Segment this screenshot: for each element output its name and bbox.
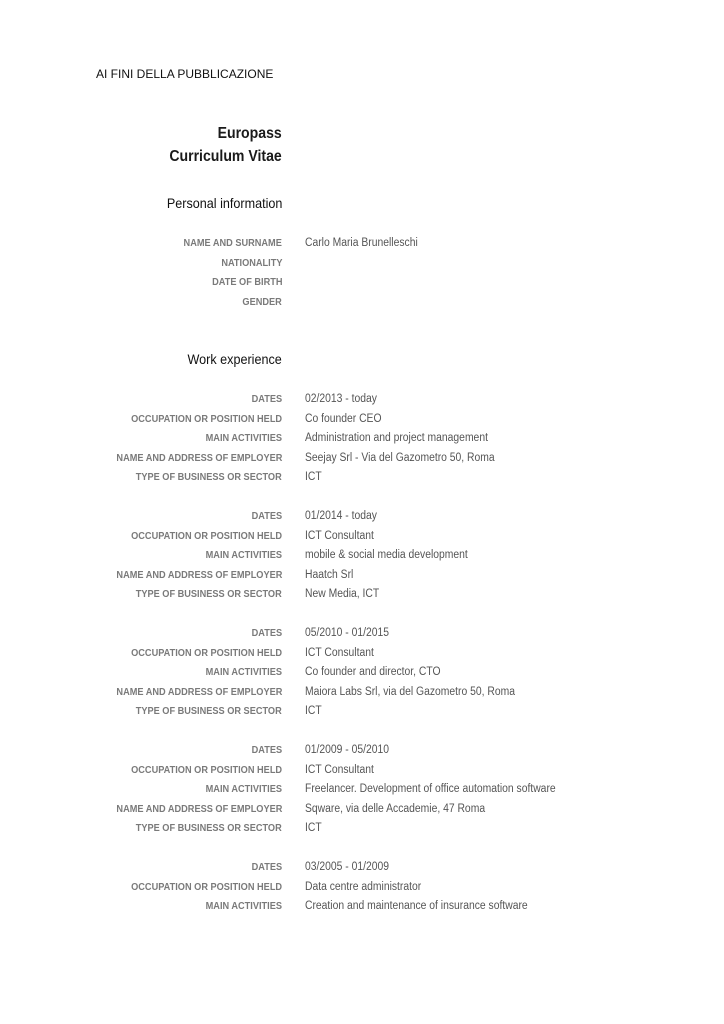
work-entry-row bbox=[0, 741, 724, 761]
personal-info-list bbox=[0, 234, 724, 312]
work-entry bbox=[0, 741, 724, 839]
field-value: Co founder CEO bbox=[305, 412, 382, 425]
field-label: GENDER bbox=[242, 296, 282, 308]
field-label: DATES bbox=[251, 862, 282, 873]
field-label: NAME AND ADDRESS OF EMPLOYER bbox=[116, 452, 282, 464]
field-value: Haatch Srl bbox=[305, 568, 354, 581]
field-label: OCCUPATION OR POSITION HELD bbox=[131, 764, 282, 776]
work-entry-row bbox=[0, 683, 724, 703]
field-value: 01/2009 - 05/2010 bbox=[305, 744, 390, 756]
field-value: Creation and maintenance of insurance software bbox=[305, 900, 528, 912]
field-value: ICT Consultant bbox=[305, 529, 374, 542]
info-row-gender bbox=[0, 293, 724, 313]
field-value: Carlo Maria Brunelleschi bbox=[305, 237, 418, 249]
field-value: ICT bbox=[305, 822, 322, 834]
work-entry-row bbox=[0, 780, 724, 800]
work-entry-row bbox=[0, 878, 724, 898]
title-line-europass: Europass bbox=[217, 125, 282, 142]
field-value: New Media, ICT bbox=[305, 588, 380, 600]
field-label: TYPE OF BUSINESS OR SECTOR bbox=[135, 472, 282, 483]
work-entry-row bbox=[0, 429, 724, 449]
field-label: DATES bbox=[251, 511, 282, 522]
field-value: Seejay Srl - Via del Gazometro 50, Roma bbox=[305, 451, 495, 464]
field-value: Maiora Labs Srl, via del Gazometro 50, Roma bbox=[305, 685, 515, 698]
work-entry-row bbox=[0, 390, 724, 410]
field-value: 05/2010 - 01/2015 bbox=[305, 627, 390, 639]
work-entry-row bbox=[0, 858, 724, 878]
field-value: Administration and project management bbox=[305, 432, 488, 444]
field-label: TYPE OF BUSINESS OR SECTOR bbox=[135, 589, 282, 600]
field-label: NAME AND ADDRESS OF EMPLOYER bbox=[116, 569, 282, 581]
field-value: ICT bbox=[305, 471, 322, 483]
work-entry bbox=[0, 624, 724, 722]
field-label: OCCUPATION OR POSITION HELD bbox=[131, 881, 282, 893]
work-entry-row bbox=[0, 897, 724, 917]
field-value: Co founder and director, CTO bbox=[305, 666, 441, 678]
field-value: Data centre administrator bbox=[305, 880, 422, 893]
section-title-work-experience: Work experience bbox=[187, 351, 282, 367]
work-entry bbox=[0, 858, 724, 917]
field-label: NAME AND SURNAME bbox=[183, 238, 282, 249]
field-label: DATES bbox=[251, 628, 282, 639]
field-label: MAIN ACTIVITIES bbox=[205, 433, 282, 444]
field-label: NAME AND ADDRESS OF EMPLOYER bbox=[116, 803, 282, 815]
work-entry-row bbox=[0, 507, 724, 527]
work-entry-row bbox=[0, 702, 724, 722]
field-label: MAIN ACTIVITIES bbox=[205, 901, 282, 912]
field-value: ICT Consultant bbox=[305, 763, 374, 776]
field-label: NATIONALITY bbox=[220, 257, 282, 269]
work-experience-list bbox=[0, 390, 724, 936]
field-label: TYPE OF BUSINESS OR SECTOR bbox=[135, 823, 282, 834]
work-entry-row bbox=[0, 819, 724, 839]
work-entry-row bbox=[0, 527, 724, 547]
field-label: TYPE OF BUSINESS OR SECTOR bbox=[135, 706, 282, 717]
field-label: NAME AND ADDRESS OF EMPLOYER bbox=[116, 686, 282, 698]
work-entry-row bbox=[0, 624, 724, 644]
title-line-curriculum-vitae: Curriculum Vitae bbox=[169, 148, 282, 165]
field-label: OCCUPATION OR POSITION HELD bbox=[131, 530, 282, 542]
field-value: ICT Consultant bbox=[305, 646, 374, 659]
work-entry-row bbox=[0, 761, 724, 781]
work-entry-row bbox=[0, 410, 724, 430]
field-label: OCCUPATION OR POSITION HELD bbox=[131, 647, 282, 659]
field-value: Sqware, via delle Accademie, 47 Roma bbox=[305, 802, 486, 815]
field-value: 02/2013 - today bbox=[305, 393, 377, 405]
field-value: 03/2005 - 01/2009 bbox=[305, 861, 390, 873]
header-note: AI FINI DELLA PUBBLICAZIONE bbox=[96, 67, 274, 81]
work-entry-row bbox=[0, 566, 724, 586]
work-entry-row bbox=[0, 585, 724, 605]
field-label: DATES bbox=[251, 745, 282, 756]
work-entry-row bbox=[0, 800, 724, 820]
field-label: MAIN ACTIVITIES bbox=[205, 784, 282, 795]
field-label: DATES bbox=[251, 394, 282, 405]
field-value: mobile & social media development bbox=[305, 549, 468, 561]
document-title bbox=[154, 122, 282, 168]
field-value: Freelancer. Development of office automation software bbox=[305, 783, 556, 795]
field-label: MAIN ACTIVITIES bbox=[205, 550, 282, 561]
work-entry-row bbox=[0, 468, 724, 488]
work-entry-row bbox=[0, 449, 724, 469]
info-row-name bbox=[0, 234, 724, 254]
work-entry bbox=[0, 390, 724, 488]
info-row-nationality bbox=[0, 254, 724, 274]
field-value: 01/2014 - today bbox=[305, 510, 377, 522]
work-entry-row bbox=[0, 546, 724, 566]
field-value: ICT bbox=[305, 705, 322, 717]
field-label: OCCUPATION OR POSITION HELD bbox=[131, 413, 282, 425]
work-entry-row bbox=[0, 663, 724, 683]
section-title-personal-information: Personal information bbox=[166, 195, 282, 211]
field-label: MAIN ACTIVITIES bbox=[205, 667, 282, 678]
work-entry bbox=[0, 507, 724, 605]
info-row-date-of-birth bbox=[0, 273, 724, 293]
work-entry-row bbox=[0, 644, 724, 664]
field-label: DATE OF BIRTH bbox=[211, 277, 282, 288]
